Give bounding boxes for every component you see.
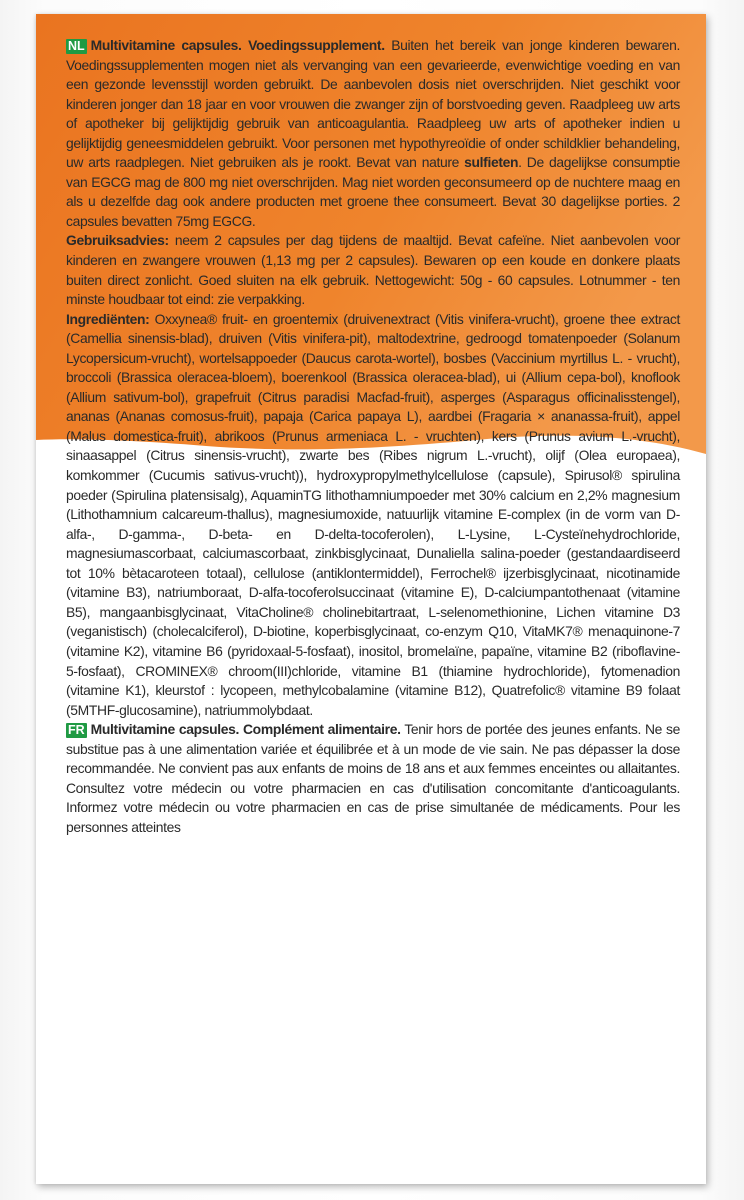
label-text xyxy=(66,36,680,837)
nl-warnings-text-2: . De dagelijkse consumptie van EGCG mag de 800 mg niet overschrijden. Mag niet worden geconsumeerd op de nuchtere maag en als u dezelfde dag ook andere producten met groene thee consumeert. Bevat 30 dagelijkse porties. 2 capsules bevatten 75mg EGCG. xyxy=(66,154,680,229)
nl-warnings-text: Buiten het bereik van jonge kinderen bewaren. Voedingssupplementen mogen niet als vervanging van een gevarieerde, evenwichtige voeding en van een gezonde levensstijl worden gebruikt. De aanbevolen dosis niet overschrijden. Niet geschikt voor kinderen jonger dan 18 jaar en voor vrouwen die zwanger zijn of borstvoeding geven. Raadpleeg uw arts of apotheker bij gelijktijdig gebruik van anticoagulantia. Raadpleeg uw arts of apotheker indien u gelijktijdig geneesmiddelen gebruikt. Voor personen met hypothyreoïdie of onder schildklier behandeling, uw arts raadplegen. Niet gebruiken als je rookt. Bevat van nature xyxy=(66,37,680,171)
fr-product-title: Multivitamine capsules. Complément alimentaire. xyxy=(90,721,401,738)
fr-warnings-text: Tenir hors de portée des jeunes enfants. Ne se substitue pas à une alimentation variée et équilibrée et à un mode de vie sain. Ne pas dépasser la dose recommandée. Ne convient pas aux enfants de moins de 18 ans et aux femmes enceintes ou allaitantes. Consultez votre médecin ou votre pharmacien en cas d'utilisation concomitante d'anticoagulants. Informez votre médecin ou votre pharmacien en cas de prise simultanée de médicaments. Pour les personnes atteintes xyxy=(66,721,680,835)
nl-product-title: Multivitamine capsules. Voedingssupplement. xyxy=(90,37,385,53)
nl-ingredients-label: Ingrediënten: xyxy=(66,310,150,327)
nl-usage-text: neem 2 capsules per dag tijdens de maaltijd. Bevat cafeïne. Niet aanbevolen voor kinderen en zwangere vrouwen (1,13 mg per 2 capsules). Bewaren op een koude en donkere plaats buiten direct zonlicht. Goed sluiten na elk gebruik. Nettogewicht: 50g - 60 capsules. Lotnummer - ten minste houdbaar tot eind: zie verpakking. xyxy=(66,232,680,308)
fr-language-badge: FR xyxy=(68,723,85,738)
nl-section xyxy=(66,36,680,720)
nl-ingredients-text: Oxxynea® fruit- en groentemix (druivenextract (Vitis vinifera-vrucht), groene thee extract (Camellia sinensis-blad), druiven (Vitis vinifera-pit), maltodextrine, gedroogd tomatenpoeder (Solanum Lycopersicum-vrucht), wortelsappoeder (Daucus carota-wortel), bosbes (Vaccinium myrtillus L. - vrucht), broccoli (Brassica oleracea-bloem), boerenkool (Brassica oleracea-blad), ui (Allium cepa-bol), knoflook (Allium sativum-bol), grapefruit (Citrus paradisi Macfad-fruit), asperges (Asparagus officinalisstengel), ananas (Ananas comosus-fruit), papaja (Carica papaya L), aardbei (Fragaria × ananassa-fruit), appel (Malus domestica-fruit), abrikoos (Prunus armeniaca L. - vruchten), kers (Prunus avium L.-vrucht), sinaasappel (Citrus sinensis-vrucht), zwarte bes (Ribes nigrum L.-vrucht), olijf (Olea europaea), komkommer (Cucumis sativus-vrucht)), hydroxypropylmethylcellulose (capsule), Spirusol® spirulina poeder (Spirulina platensisalg), AquaminTG lithothamniumpoeder met 30% calcium en 2,2% magnesium (Lithothamnium calcareum-thallus), magnesiumoxide, natuurlijk vitamine E-complex (in de vorm van D-alfa-, D-gamma-, D-beta- en D-delta-tocoferolen), L-Lysine, L-Cysteïnehydrochloride, magnesiumascorbaat, calciumascorbaat, zinkbisglycinaat, Dunaliella salina-poeder (gestandaardiseerd tot 10% bètacaroteen totaal), cellulose (antiklontermiddel), Ferrochel® ijzerbisglycinaat, nicotinamide (vitamine B3), natriumboraat, D-alfa-tocoferolsuccinaat (vitamine E), D-calciumpantothenaat (vitamine B5), mangaanbisglycinaat, VitaCholine® cholinebitartraat, L-selenomethionine, Lichen vitamine D3 (veganistisch) (cholecalciferol), D-biotine, koperbisglycinaat, co-enzym Q10, VitaMK7® menaquinone-7 (vitamine K2), vitamine B6 (pyridoxaal-5-fosfaat), inositol, bromelaïne, papaïne, vitamine B2 (riboflavine-5-fosfaat), CROMINEX® chroom(III)chloride, vitamine B1 (thiamine hydrochloride), fytomenadion (vitamine K1), kleurstof : lycopeen, methylcobalamine (vitamine B12), Quatrefolic® vitamine B9 folaat (5MTHF-glucosamine), natriummolybdaat. xyxy=(66,310,680,718)
nl-sulfieten: sulfieten xyxy=(464,154,519,171)
nl-language-badge: NL xyxy=(68,39,85,53)
fr-section xyxy=(66,720,680,837)
supplement-label xyxy=(36,14,706,1184)
nl-usage-label: Gebruiksadvies: xyxy=(66,232,169,249)
